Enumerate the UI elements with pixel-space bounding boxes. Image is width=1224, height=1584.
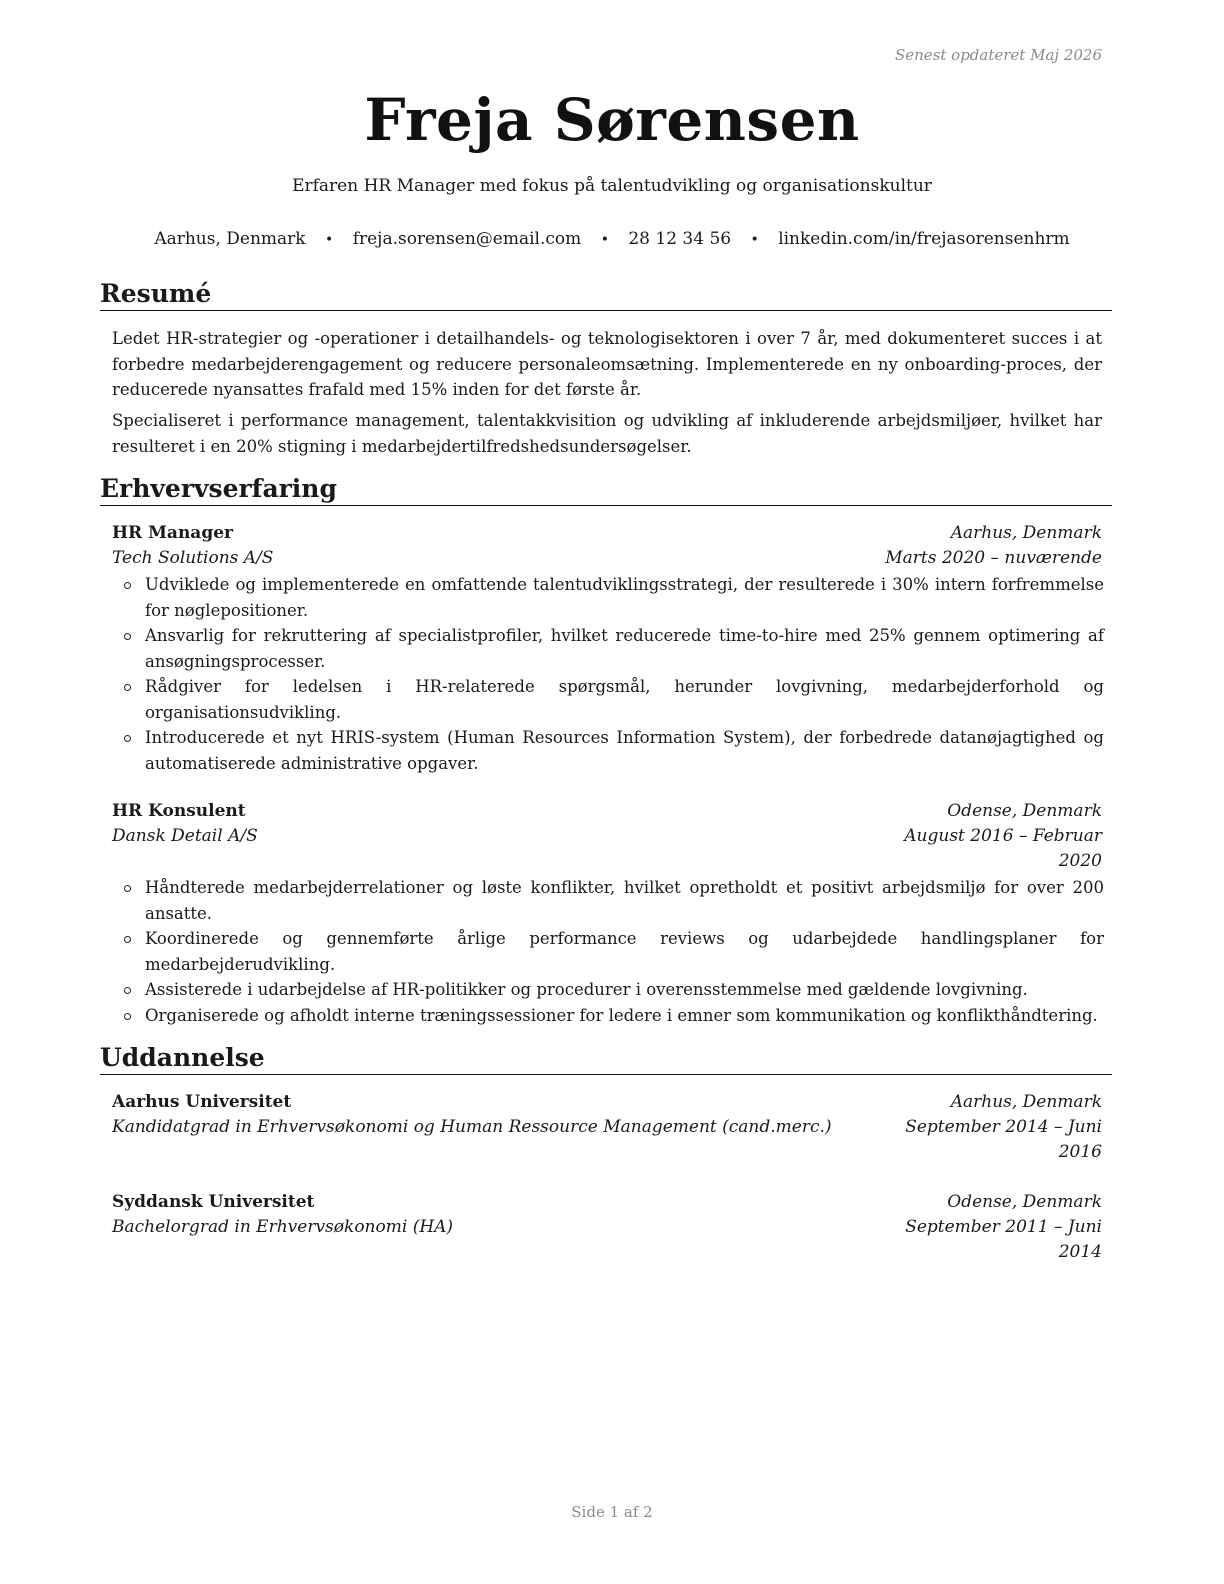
school-name: Aarhus Universitet bbox=[112, 1092, 292, 1112]
section-title-education: Uddannelse bbox=[100, 1043, 1112, 1075]
last-updated: Senest opdateret Maj 2026 bbox=[894, 46, 1102, 64]
page-number: Side 1 af 2 bbox=[571, 1503, 653, 1521]
circle-bullet-icon bbox=[124, 633, 131, 640]
bullet-separator-icon: • bbox=[600, 232, 609, 248]
list-item bbox=[112, 1003, 1104, 1029]
bullet-text: Organiserede og afholdt interne træningssessioner for ledere i emner som kommunikation og konflikthåndtering. bbox=[145, 1005, 1098, 1025]
job-location: Aarhus, Denmark bbox=[950, 523, 1102, 543]
list-item bbox=[112, 977, 1104, 1003]
circle-bullet-icon bbox=[124, 684, 131, 691]
job-bullets bbox=[112, 875, 1104, 1028]
bullet-text: Rådgiver for ledelsen i HR-relaterede spørgsmål, herunder lovgivning, medarbejderforhold og organisationsudvikling. bbox=[145, 677, 1104, 722]
school-dates: September 2011 – Juni 2014 bbox=[905, 1217, 1102, 1262]
bullet-separator-icon: • bbox=[325, 232, 334, 248]
section-title-experience: Erhvervserfaring bbox=[100, 474, 1112, 506]
school-location: Odense, Denmark bbox=[947, 1192, 1102, 1212]
contact-phone: 28 12 34 56 bbox=[628, 229, 732, 249]
circle-bullet-icon bbox=[124, 885, 131, 892]
circle-bullet-icon bbox=[124, 1013, 131, 1020]
bullet-text: Ansvarlig for rekruttering af specialistprofiler, hvilket reducerede time-to-hire med 25% gennem optimering af ansøgningsprocesser. bbox=[145, 626, 1104, 671]
section-title-summary: Resumé bbox=[100, 279, 1112, 311]
summary-paragraph: Ledet HR-strategier og -operationer i detailhandels- og teknologisektoren i over 7 år, med dokumenteret succes i at forbedre medarbejderengagement og reducere personaleomsætning. Implementerede en ny onboarding-proces, der reducerede nyansattes frafald med 15% inden for det første år. bbox=[112, 329, 1102, 399]
bullet-text: Håndterede medarbejderrelationer og løste konflikter, hvilket opretholdt et positivt arbejdsmiljø for over 200 ansatte. bbox=[145, 878, 1104, 923]
school-dates: September 2014 – Juni 2016 bbox=[905, 1117, 1102, 1162]
contact-linkedin[interactable]: linkedin.com/in/frejasorensenhrm bbox=[778, 229, 1070, 249]
list-item bbox=[112, 674, 1104, 725]
bullet-separator-icon: • bbox=[750, 232, 759, 248]
contact-location: Aarhus, Denmark bbox=[154, 229, 306, 249]
job-location: Odense, Denmark bbox=[947, 801, 1102, 821]
list-item bbox=[112, 725, 1104, 776]
summary-paragraph: Specialiseret i performance management, talentakkvisition og udvikling af inkluderende arbejdsmiljøer, hvilket har resulteret i en 20% stigning i medarbejdertilfredshedsundersøgelser. bbox=[112, 411, 1102, 456]
candidate-name: Freja Sørensen bbox=[364, 86, 860, 154]
school-subheader bbox=[112, 1115, 1102, 1165]
circle-bullet-icon bbox=[124, 735, 131, 742]
job-company: Tech Solutions A/S bbox=[112, 548, 274, 568]
job-role: HR Konsulent bbox=[112, 801, 246, 821]
job-subheader bbox=[112, 546, 1102, 571]
job-company: Dansk Detail A/S bbox=[112, 826, 258, 846]
job-header bbox=[112, 799, 1102, 824]
list-item bbox=[112, 875, 1104, 926]
circle-bullet-icon bbox=[124, 936, 131, 943]
school-header bbox=[112, 1190, 1102, 1215]
contact-line bbox=[0, 229, 1224, 249]
bullet-text: Introducerede et nyt HRIS-system (Human Resources Information System), der forbedrede datanøjagtighed og automatiserede administrative opgaver. bbox=[145, 728, 1104, 773]
tagline: Erfaren HR Manager med fokus på talentudvikling og organisationskultur bbox=[292, 176, 932, 196]
bullet-text: Koordinerede og gennemførte årlige performance reviews og udarbejdede handlingsplaner for medarbejderudvikling. bbox=[145, 929, 1104, 974]
circle-bullet-icon bbox=[124, 987, 131, 994]
bullet-text: Udviklede og implementerede en omfattende talentudviklingsstrategi, der resulterede i 30% intern forfremmelse for nøglepositioner. bbox=[145, 575, 1104, 620]
contact-email[interactable]: freja.sorensen@email.com bbox=[352, 229, 582, 249]
job-dates: Marts 2020 – nuværende bbox=[885, 548, 1102, 568]
job-dates: August 2016 – Februar 2020 bbox=[904, 826, 1102, 871]
school-name: Syddansk Universitet bbox=[112, 1192, 315, 1212]
school-header bbox=[112, 1090, 1102, 1115]
list-item bbox=[112, 926, 1104, 977]
school-degree: Bachelorgrad in Erhvervsøkonomi (HA) bbox=[112, 1217, 454, 1237]
job-role: HR Manager bbox=[112, 523, 233, 543]
job-subheader bbox=[112, 824, 1102, 874]
list-item bbox=[112, 572, 1104, 623]
school-location: Aarhus, Denmark bbox=[950, 1092, 1102, 1112]
circle-bullet-icon bbox=[124, 582, 131, 589]
school-subheader bbox=[112, 1215, 1102, 1265]
list-item bbox=[112, 623, 1104, 674]
job-header bbox=[112, 521, 1102, 546]
bullet-text: Assisterede i udarbejdelse af HR-politikker og procedurer i overensstemmelse med gældende lovgivning. bbox=[145, 980, 1028, 999]
job-bullets bbox=[112, 572, 1104, 776]
school-degree: Kandidatgrad in Erhvervsøkonomi og Human Ressource Management (cand.merc.) bbox=[112, 1117, 832, 1137]
